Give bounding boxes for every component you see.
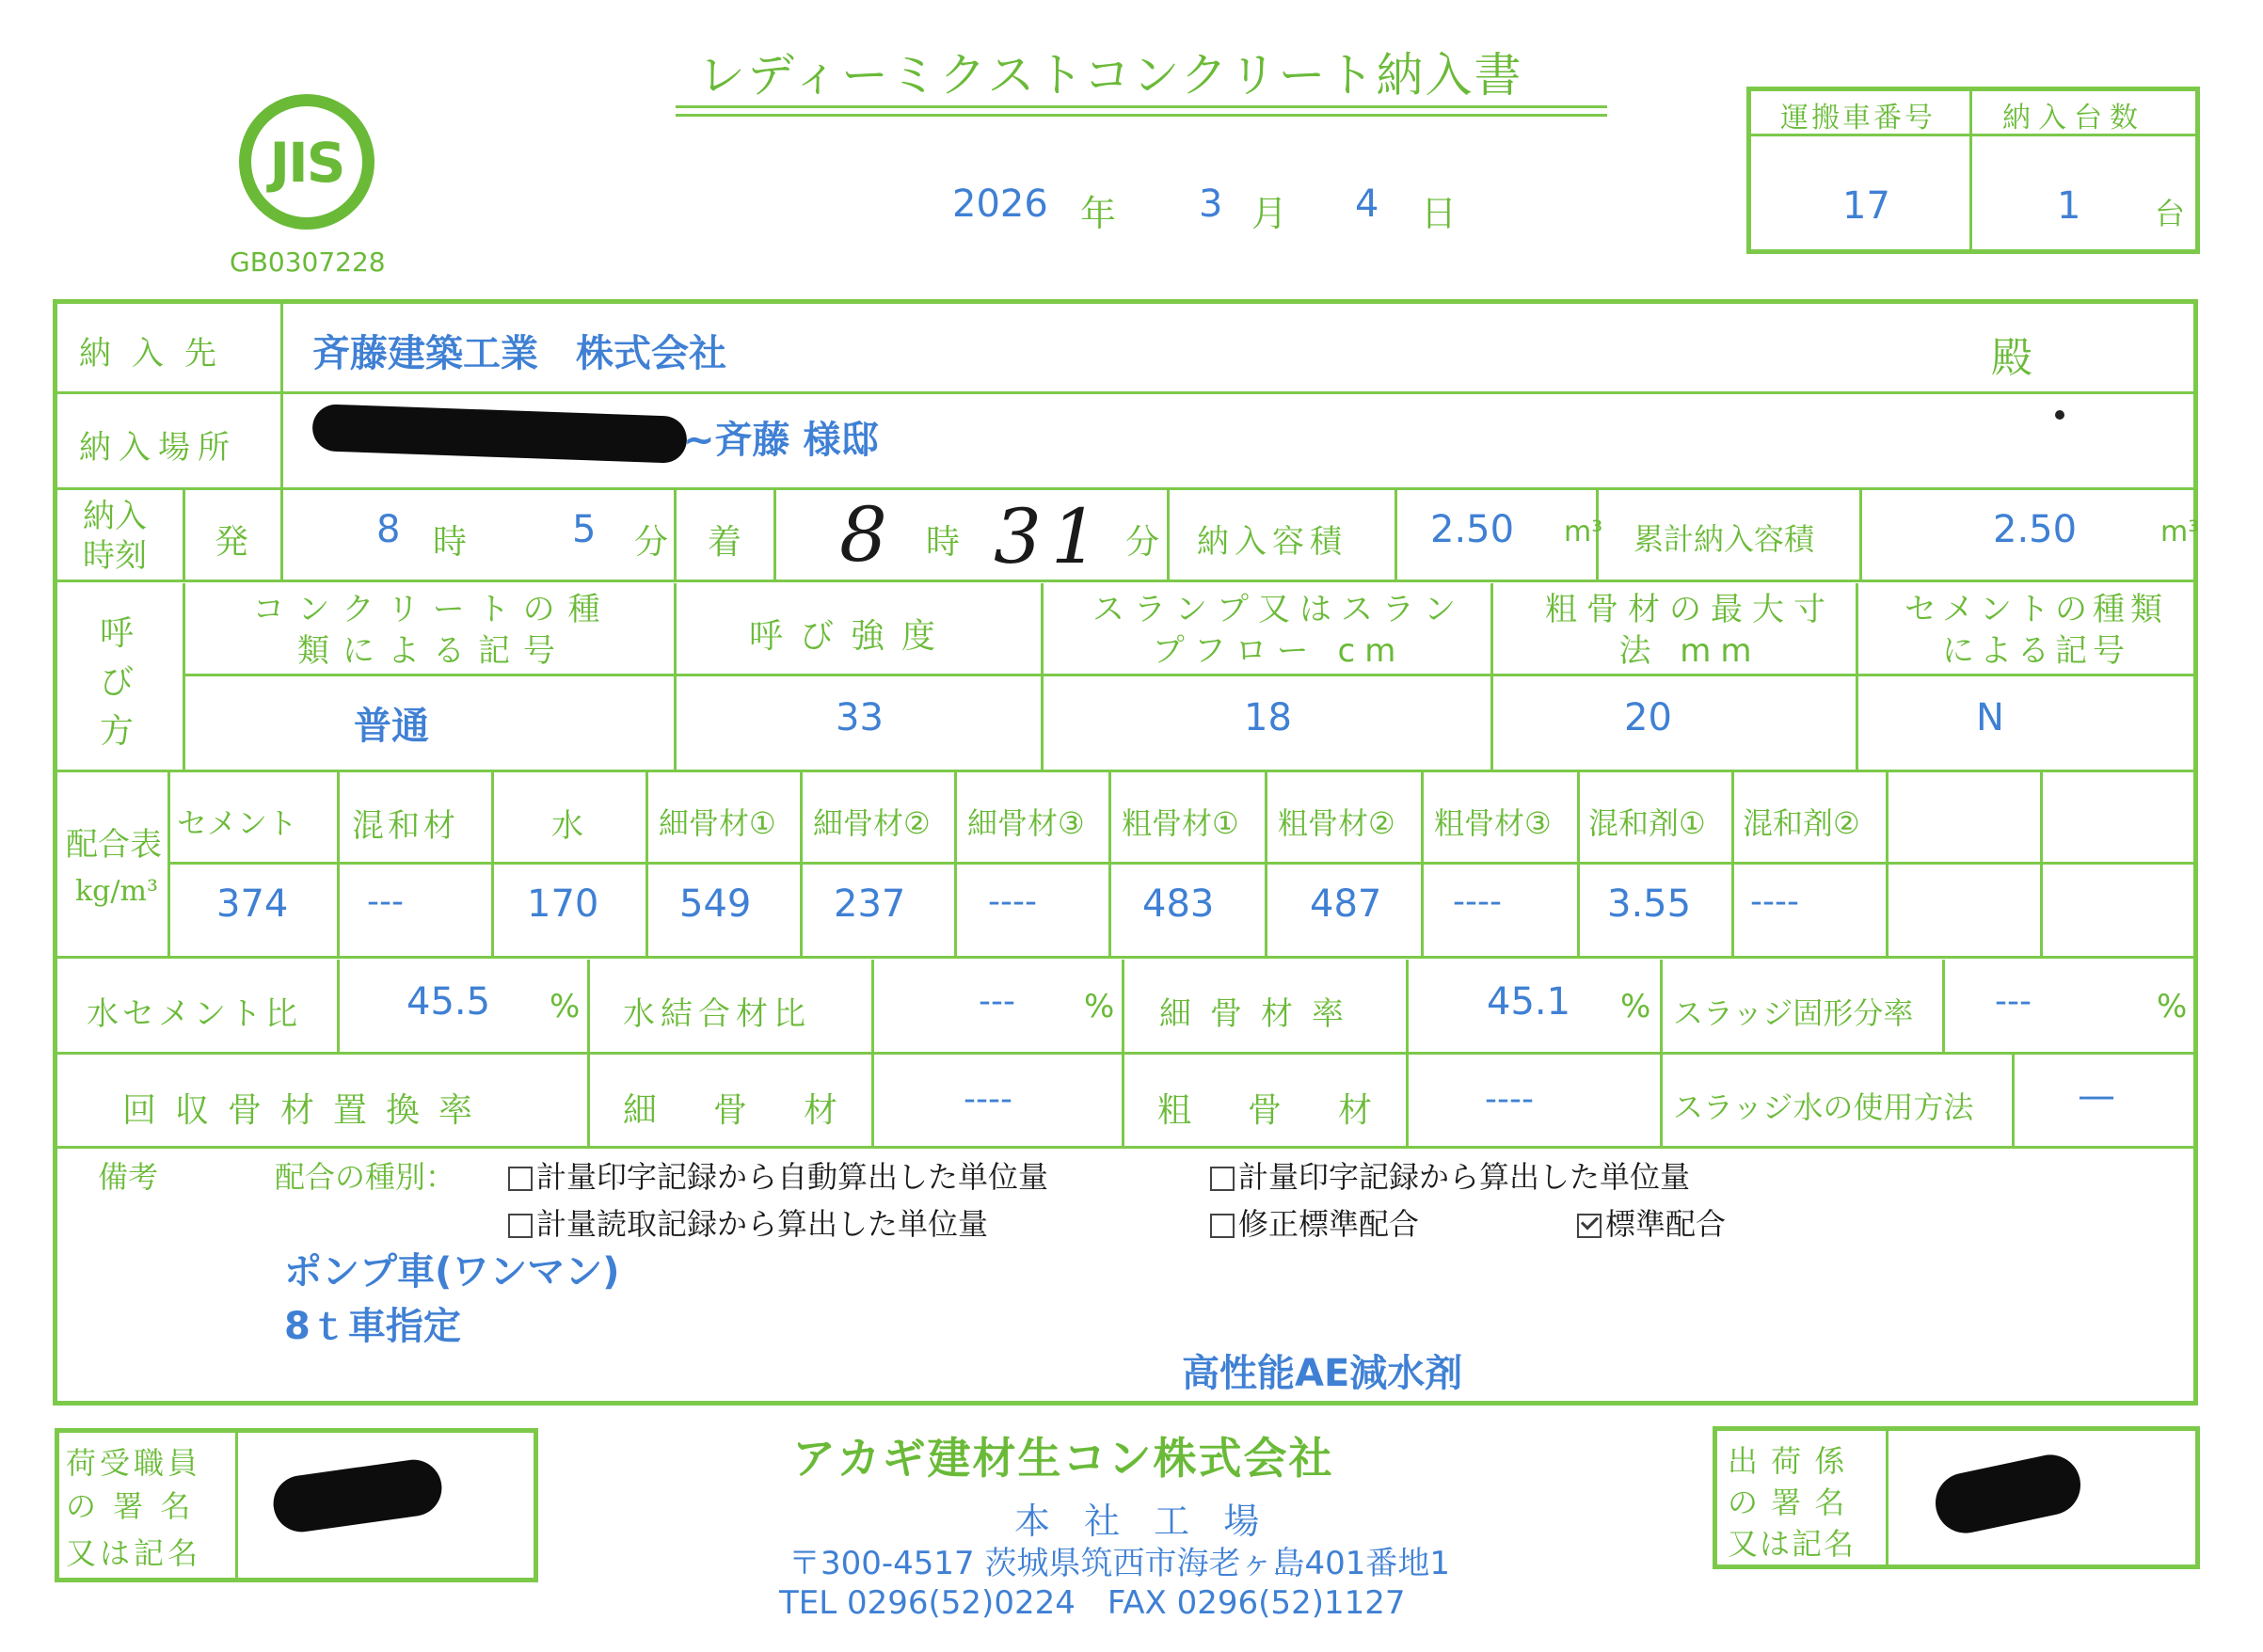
recycled-fine-label: 細骨材 xyxy=(623,1091,895,1130)
col-line-mix-3 xyxy=(645,771,648,956)
col-line-mix-4 xyxy=(800,771,803,956)
spec-label: 呼び方 xyxy=(100,614,135,751)
mix-value-water: 170 xyxy=(527,882,599,926)
spec-header-aggregate-size: 粗骨材の最大寸法 mm xyxy=(1545,591,1835,670)
delivery-count-label: 納入台数 xyxy=(2002,102,2145,135)
recycled-label: 回収骨材置換率 xyxy=(122,1091,492,1130)
row-line-7 xyxy=(55,956,2196,959)
mix-header-admixture-material: 混和材 xyxy=(352,807,459,845)
mix-type-label: 配合の種別： xyxy=(275,1159,456,1195)
mix-header-fine-agg-2: 細骨材② xyxy=(813,805,931,841)
receiver-label-2: の 署 名 xyxy=(66,1488,195,1524)
mix-value-coarse-agg-3: ---- xyxy=(1453,882,1502,921)
col-line-mix-9 xyxy=(1577,771,1580,956)
cumulative-volume: 2.50 xyxy=(1993,508,2078,551)
delivery-volume: 2.50 xyxy=(1430,508,1515,551)
shipper-label-3: 又は記名 xyxy=(1728,1526,1857,1562)
col-line-rec-3 xyxy=(1122,1054,1124,1146)
sludge-solid-ratio-label: スラッジ固形分率 xyxy=(1673,995,1914,1031)
col-line-rec-6 xyxy=(2012,1054,2015,1146)
mix-header-fine-agg-1: 細骨材① xyxy=(659,805,776,841)
mix-header-admixture-1: 混和剤① xyxy=(1588,805,1706,841)
col-line-mix-2 xyxy=(491,771,494,956)
col-line-mix-6 xyxy=(1108,771,1111,956)
row-line-5 xyxy=(55,770,2196,772)
spec-concrete-type: 普通 xyxy=(354,705,429,748)
cumulative-volume-label: 累計納入容積 xyxy=(1634,521,1815,557)
mix-header-admixture-2: 混和剤② xyxy=(1743,805,1860,841)
mix-value-admixture-1: 3.55 xyxy=(1607,882,1692,926)
delivery-volume-unit: m³ xyxy=(1564,516,1603,548)
fine-agg-ratio: 45.1 xyxy=(1487,980,1571,1024)
mix-value-admixture-material: --- xyxy=(367,882,404,921)
arrival-minute-unit: 分 xyxy=(1125,523,1160,562)
spec-cement-type: N xyxy=(1976,696,2004,739)
vehicle-number-label: 運搬車番号 xyxy=(1780,102,1936,135)
jis-mark-icon xyxy=(239,94,375,230)
wc-ratio-label: 水セメント比 xyxy=(87,995,301,1033)
title-underline-2 xyxy=(676,114,1607,117)
title-underline xyxy=(676,105,1607,108)
option-standard-label: 標準配合 xyxy=(1605,1206,1727,1242)
spec-header-concrete-type: コンクリートの種類による記号 xyxy=(252,591,614,670)
jis-cert-number: GB0307228 xyxy=(230,246,386,278)
arrival-hour-unit: 時 xyxy=(926,523,961,562)
shipper-label-1: 出 荷 係 xyxy=(1728,1443,1847,1479)
wb-ratio-unit: % xyxy=(1084,988,1115,1025)
checkbox-modified-standard[interactable] xyxy=(1210,1214,1235,1238)
col-line-mix-10 xyxy=(1731,771,1734,956)
delivery-count: 1 xyxy=(2057,184,2081,228)
spec-header-slump: スランプ又はスランプフロー cm xyxy=(1092,591,1465,670)
col-line-ratio-6 xyxy=(1660,960,1663,1052)
site-value: ~斉藤 様邸 xyxy=(683,419,879,462)
jis-mark-text: JIS xyxy=(269,131,344,195)
date-month: 3 xyxy=(1199,183,1223,226)
mix-value-fine-agg-1: 549 xyxy=(679,882,752,926)
checkbox-auto-calc[interactable] xyxy=(508,1167,533,1191)
arrival-label: 着 xyxy=(708,523,742,562)
fine-agg-ratio-label: 細骨材率 xyxy=(1159,995,1363,1033)
col-line-ratio-4 xyxy=(1122,960,1124,1052)
vehicle-box-vdivider xyxy=(1969,88,1972,252)
mix-header-coarse-agg-3: 粗骨材③ xyxy=(1434,805,1552,841)
col-line-time-3 xyxy=(674,489,677,581)
mix-header-coarse-agg-2: 粗骨材② xyxy=(1278,805,1395,841)
col-line-spec-2 xyxy=(1041,583,1044,770)
mix-label: 配合表 xyxy=(66,826,162,864)
col-line-ratio-2 xyxy=(587,960,590,1052)
option-auto-calc-label: 計量印字記録から自動算出した単位量 xyxy=(536,1159,1049,1195)
site-label: 納入場所 xyxy=(79,429,237,467)
ink-dot xyxy=(2055,410,2064,420)
wc-ratio-unit: % xyxy=(550,988,581,1025)
row-line-1 xyxy=(55,391,2196,394)
receiver-box-divider xyxy=(235,1430,238,1581)
receiver-label-3: 又は記名 xyxy=(66,1535,202,1571)
col-line-mix-5 xyxy=(954,771,957,956)
row-line-2 xyxy=(55,487,2196,490)
row-line-9 xyxy=(55,1146,2196,1149)
date-month-label: 月 xyxy=(1251,193,1288,234)
shipper-label-2: の 署 名 xyxy=(1728,1485,1847,1520)
mix-unit: kg/m³ xyxy=(75,875,158,908)
spec-slump: 18 xyxy=(1244,696,1292,739)
wb-ratio: --- xyxy=(979,982,1015,1021)
recycled-coarse-label: 粗骨材 xyxy=(1157,1091,1429,1130)
delivery-count-unit: 台 xyxy=(2155,196,2186,231)
date-day-label: 日 xyxy=(1421,193,1458,234)
company-name: アカギ建材生コン株式会社 xyxy=(792,1433,1334,1484)
col-line-mix-12 xyxy=(2040,771,2043,956)
col-line-ratio-1 xyxy=(337,960,340,1052)
option-printed-record-label: 計量印字記録から算出した単位量 xyxy=(1238,1159,1691,1195)
spec-strength: 33 xyxy=(836,696,884,739)
cumulative-volume-unit: m³ xyxy=(2160,516,2200,548)
col-line-mix-0 xyxy=(167,771,170,956)
remark-note-admixture: 高性能AE減水剤 xyxy=(1182,1352,1463,1395)
time-label: 納入時刻 xyxy=(83,498,147,575)
recycled-coarse: ---- xyxy=(1485,1080,1534,1119)
sludge-water-label: スラッジ水の使用方法 xyxy=(1673,1089,1974,1125)
col-line-time-2 xyxy=(280,489,283,581)
mix-header-cement: セメント xyxy=(177,805,298,841)
sludge-water-method: — xyxy=(2078,1074,2115,1118)
mix-type-option-standard[interactable] xyxy=(1577,1200,1726,1244)
checkbox-printed-record[interactable] xyxy=(1210,1167,1235,1191)
col-line-spec-3 xyxy=(1490,583,1493,770)
mix-header-coarse-agg-1: 粗骨材① xyxy=(1122,805,1239,841)
row-line-8 xyxy=(55,1052,2196,1055)
main-form-box xyxy=(53,299,2198,1406)
mix-value-coarse-agg-1: 483 xyxy=(1142,882,1215,926)
dest-honorific: 殿 xyxy=(1991,334,2032,382)
mix-type-option-printed[interactable] xyxy=(1210,1153,1690,1197)
shipper-box-divider xyxy=(1886,1428,1888,1567)
date-year: 2026 xyxy=(952,183,1048,226)
option-modified-standard-label: 修正標準配合 xyxy=(1238,1206,1420,1242)
row-line-6 xyxy=(167,862,2196,865)
receiver-label-1: 荷受職員 xyxy=(66,1445,202,1481)
mix-type-option-auto[interactable] xyxy=(508,1153,1048,1197)
col-line-dest xyxy=(280,301,283,487)
col-line-mix-11 xyxy=(1886,771,1888,956)
departure-minute-unit: 分 xyxy=(634,523,669,562)
col-line-mix-7 xyxy=(1265,771,1267,956)
departure-minute: 5 xyxy=(572,508,597,551)
departure-label: 発 xyxy=(215,523,249,562)
checkbox-standard-checked[interactable] xyxy=(1577,1214,1602,1238)
mix-type-option-modified[interactable] xyxy=(1210,1200,1419,1244)
sludge-solid-ratio: --- xyxy=(1995,982,2032,1021)
document-title: レディーミクストコンクリート納入書 xyxy=(698,48,1523,103)
wc-ratio: 45.5 xyxy=(406,980,491,1024)
col-line-ratio-3 xyxy=(871,960,874,1052)
date-year-label: 年 xyxy=(1080,193,1117,234)
row-line-3 xyxy=(55,580,2196,582)
row-line-4 xyxy=(183,674,2196,676)
wb-ratio-label: 水結合材比 xyxy=(623,995,811,1033)
departure-hour-unit: 時 xyxy=(433,523,468,562)
delivery-volume-label: 納入容積 xyxy=(1197,523,1347,561)
mix-header-water: 水 xyxy=(551,807,583,845)
col-line-time-5 xyxy=(1167,489,1170,581)
vehicle-number: 17 xyxy=(1842,184,1890,228)
mix-header-fine-agg-3: 細骨材③ xyxy=(967,805,1085,841)
col-line-time-8 xyxy=(1859,489,1862,581)
remarks-label: 備考 xyxy=(98,1159,159,1195)
date-day: 4 xyxy=(1355,183,1379,226)
fine-agg-ratio-unit: % xyxy=(1620,988,1651,1025)
col-line-rec-1 xyxy=(587,1054,590,1146)
arrival-hour-handwritten: 8 xyxy=(839,491,887,579)
mix-value-coarse-agg-2: 487 xyxy=(1310,882,1382,926)
mix-value-cement: 374 xyxy=(216,882,289,926)
col-line-spec-1 xyxy=(674,583,677,770)
col-line-spec-0 xyxy=(183,583,185,770)
col-line-spec-4 xyxy=(1856,583,1858,770)
mix-value-fine-agg-3: ---- xyxy=(988,882,1037,921)
dest-value: 斉藤建築工業 株式会社 xyxy=(312,332,726,375)
spec-aggregate-size: 20 xyxy=(1624,696,1672,739)
col-line-time-1 xyxy=(183,489,185,581)
mix-value-fine-agg-2: 237 xyxy=(834,882,906,926)
dest-label: 納入先 xyxy=(79,335,237,373)
mix-type-option-read[interactable] xyxy=(508,1200,988,1244)
sludge-solid-ratio-unit: % xyxy=(2157,988,2188,1025)
col-line-ratio-7 xyxy=(1942,960,1945,1052)
col-line-time-6 xyxy=(1394,489,1397,581)
col-line-mix-1 xyxy=(337,771,340,956)
company-address: 〒300-4517 茨城県筑西市海老ヶ島401番地1 xyxy=(789,1545,1451,1582)
col-line-rec-5 xyxy=(1660,1054,1663,1146)
col-line-time-4 xyxy=(773,489,776,581)
col-line-mix-8 xyxy=(1421,771,1424,956)
col-line-ratio-5 xyxy=(1406,960,1409,1052)
mix-value-admixture-2: ---- xyxy=(1750,882,1799,921)
departure-hour: 8 xyxy=(376,508,401,551)
company-phone: TEL 0296(52)0224 FAX 0296(52)1127 xyxy=(779,1584,1406,1622)
arrival-minute-handwritten: 31 xyxy=(994,493,1108,580)
remark-note-pump: ポンプ車(ワンマン) xyxy=(284,1250,620,1294)
option-read-record-label: 計量読取記録から算出した単位量 xyxy=(536,1206,989,1242)
company-factory: 本 社 工 場 xyxy=(1014,1501,1271,1542)
remark-note-truck: 8ｔ車指定 xyxy=(284,1305,461,1348)
recycled-fine: ---- xyxy=(964,1080,1012,1119)
spec-header-strength: 呼び強度 xyxy=(749,617,953,656)
spec-header-cement-type: セメントの種類による記号 xyxy=(1904,591,2168,670)
checkbox-read-record[interactable] xyxy=(508,1214,533,1238)
